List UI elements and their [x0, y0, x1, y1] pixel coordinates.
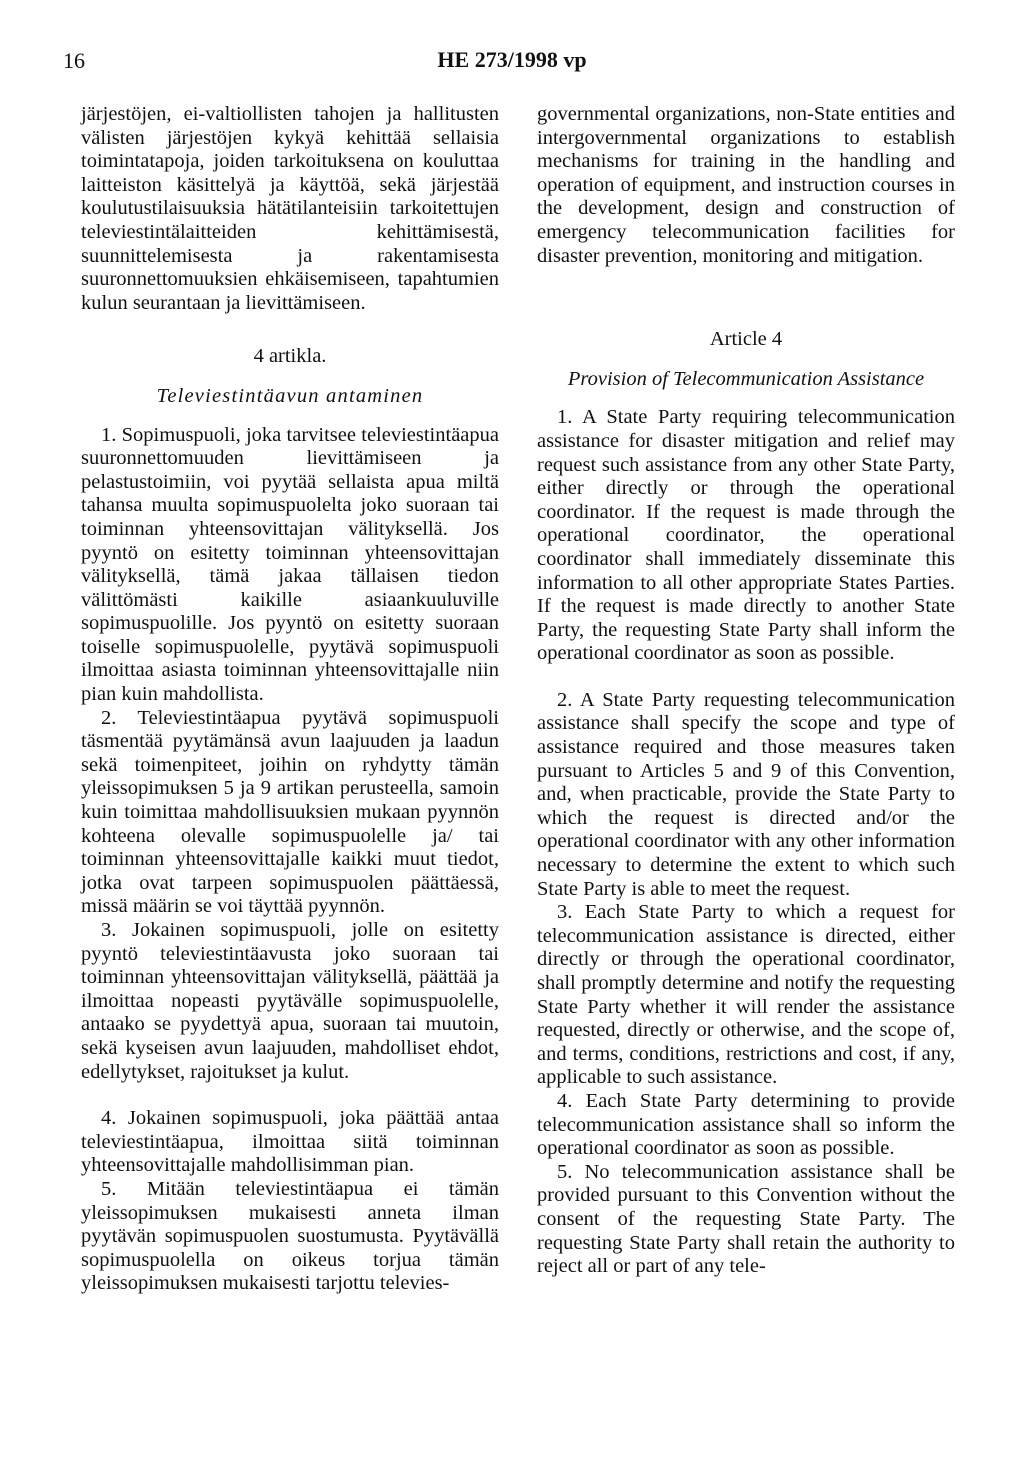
finnish-paragraph-1: 1. Sopimuspuoli, joka tarvitsee televiestintäapua suuronnettomuuden lievittämiseen ja pelastustoimiin, voi pyytää sellaista apua miltä tahansa muulta sopimuspuolelta joko suoraan tai toiminnan yhteensovittajan välityksellä. Jos pyyntö on esitetty toiminnan yhteensovittajan välityksellä, tämä jakaa tällaisen tiedon välittömästi kaikille asiaankuuluville sopimuspuolille. Jos pyyntö on esitetty suoraan toiselle sopimuspuolelle, pyytävä sopimuspuoli ilmoittaa asiasta toiminnan yhteensovittajalle niin pian kuin mahdollista. — [81, 423, 499, 706]
finnish-paragraph-5: 5. Mitään televiestintäapua ei tämän yleissopimuksen mukaisesti anneta ilman pyytävän sopimuspuolen suostumusta. Pyytävällä sopimuspuolella on oikeus torjua tämän yleissopimuksen mukaisesti tarjottu televies- — [81, 1177, 499, 1295]
english-intro-paragraph: governmental organizations, non-State entities and intergovernmental organizations to establish mechanisms for training in the handling and operation of equipment, and instruction courses in the development, design and construction of emergency telecommunication facilities for disaster prevention, monitoring and mitigation. — [537, 103, 955, 267]
page-number: 16 — [63, 48, 85, 73]
document-id-header: HE 273/1998 vp — [437, 47, 587, 72]
english-article-title: Provision of Telecommunication Assistance — [567, 367, 925, 390]
finnish-paragraph-4: 4. Jokainen sopimuspuoli, joka päättää antaa televiestintäapua, ilmoittaa siitä toiminnan yhteensovittajalle mahdollisimman pian. — [81, 1107, 499, 1177]
english-paragraph-3: 3. Each State Party to which a request for telecommunication assistance is directed, either directly or through the operational coordinator, shall promptly determine and notify the requesting State Party whether it will render the assistance requested, directly or otherwise, and the scope of, and terms, conditions, restrictions and cost, if any, applicable to such assistance. — [537, 901, 955, 1089]
english-article-heading: Article 4 — [709, 328, 783, 351]
finnish-article-heading: 4 artikla. — [253, 345, 327, 368]
finnish-intro-paragraph: järjestöjen, ei-valtiollisten tahojen ja hallitusten välisten järjestöjen kykyä kehittää sellaisia toimintatapoja, joiden tarkoituksena on kouluttaa laitteiston käsittelyä ja käyttöä, sekä järjestää koulutustilaisuuksia hätätilanteisiin tarkoitettujen televiestintälaitteiden kehittämisestä, suunnittelemisesta ja rakentamisesta suuronnettomuuksien ehkäisemiseen, tapahtumien kulun seurantaan ja lievittämiseen. — [81, 103, 499, 314]
english-paragraph-4: 4. Each State Party determining to provide telecommunication assistance shall so inform the operational coordinator as soon as possible. — [537, 1089, 955, 1160]
finnish-column — [81, 103, 499, 1296]
finnish-paragraph-2: 2. Televiestintäapua pyytävä sopimuspuoli täsmentää pyytämänsä avun laajuuden ja laadun sekä toimenpiteet, joihin on ryhdytty tämän yleissopimuksen 5 ja 9 artikan perusteella, samoin kuin toimittaa mahdollisuuksien mukaan pyynnön kohteena olevalle sopimuspuolelle ja/ tai toiminnan yhteensovittajalle kaikki muut tiedot, jotka ovat tarpeen sopimuspuolen päättäessä, missä määrin se voi täyttää pyynnön. — [81, 706, 499, 918]
finnish-article-title: Televiestintäavun antaminen — [156, 384, 424, 407]
english-column — [537, 103, 955, 1279]
finnish-paragraph-3: 3. Jokainen sopimuspuoli, jolle on esitetty pyyntö televiestintäavusta joko suoraan tai toiminnan yhteensovittajan välityksellä, päättää ja ilmoittaa nopeasti pyytävälle sopimuspuolelle, antaako se pyydettyä apua, suoraan tai muutoin, sekä kyseisen avun laajuuden, mahdolliset ehdot, edellytykset, rajoitukset ja kulut. — [81, 919, 499, 1083]
english-paragraph-1: 1. A State Party requiring telecommunication assistance for disaster mitigation and relief may request such assistance from any other State Party, either directly or through the operational coordinator. If the request is made through the operational coordinator, the operational coordinator shall immediately disseminate this information to all other appropriate States Parties. If the request is made directly to another State Party, the requesting State Party shall inform the operational coordinator as soon as possible. — [537, 406, 955, 665]
english-paragraph-5: 5. No telecommunication assistance shall be provided pursuant to this Convention without the consent of the requesting State Party. The requesting State Party shall retain the authority to reject all or part of any tele- — [537, 1160, 955, 1278]
english-paragraph-2: 2. A State Party requesting telecommunication assistance shall specify the scope and type of assistance required and those measures taken pursuant to Articles 5 and 9 of this Convention, and, when practicable, provide the State Party to which the request is directed and/or the operational coordinator with any other information necessary to determine the extent to which such State Party is able to meet the request. — [537, 688, 955, 900]
